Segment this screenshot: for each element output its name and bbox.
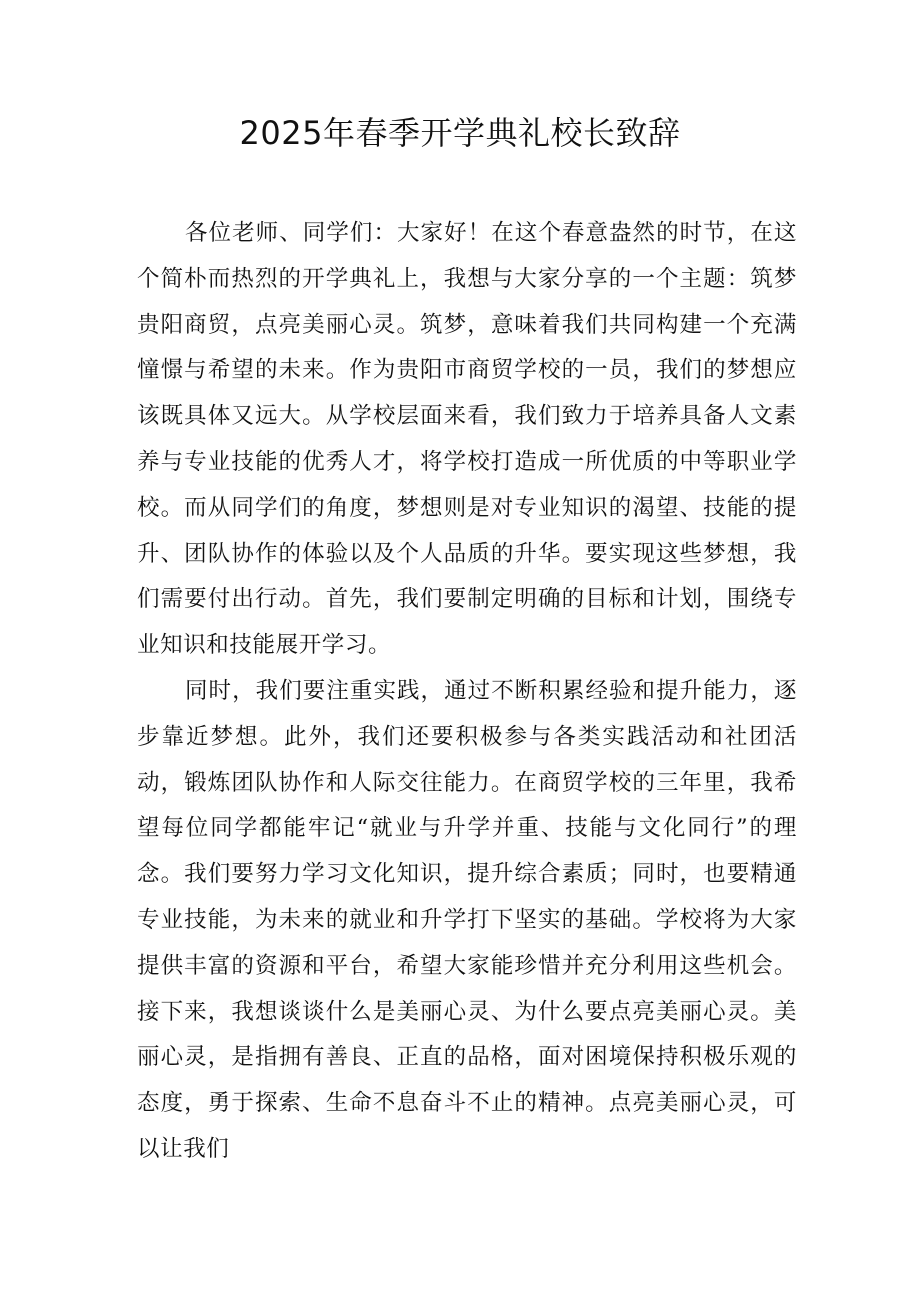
paragraph: 各位老师、同学们：大家好！在这个春意盎然的时节，在这个简朴而热烈的开学典礼上，我想与大家分享的一个主题：筑梦贵阳商贸，点亮美丽心灵。筑梦，意味着我们共同构建一个充满憧憬与希望的未来。作为贵阳市商贸学校的一员，我们的梦想应该既具体又远大。从学校层面来看，我们致力于培养具备人文素养与专业技能的优秀人才，将学校打造成一所优质的中等职业学校。而从同学们的角度，梦想则是对专业知识的渴望、技能的提升、团队协作的体验以及个人品质的升华。要实现这些梦想，我们需要付出行动。首先，我们要制定明确的目标和计划，围绕专业知识和技能展开学习。 [137, 220, 797, 659]
paragraph: 同时，我们要注重实践，通过不断积累经验和提升能力，逐步靠近梦想。此外，我们还要积极参与各类实践活动和社团活动，锻炼团队协作和人际交往能力。在商贸学校的三年里，我希望每位同学都能牢记“就业与升学并重、技能与文化同行”的理念。我们要努力学习文化知识，提升综合素质；同时，也要精通专业技能，为未来的就业和升学打下坚实的基础。学校将为大家提供丰富的资源和平台，希望大家能珍惜并充分利用这些机会。接下来，我想谈谈什么是美丽心灵、为什么要点亮美丽心灵。美丽心灵，是指拥有善良、正直的品格，面对困境保持积极乐观的态度，勇于探索、生命不息奋斗不止的精神。点亮美丽心灵，可以让我们 [137, 677, 797, 1162]
document-body [137, 211, 797, 1173]
document-title: 2025年春季开学典礼校长致辞 [239, 114, 681, 152]
